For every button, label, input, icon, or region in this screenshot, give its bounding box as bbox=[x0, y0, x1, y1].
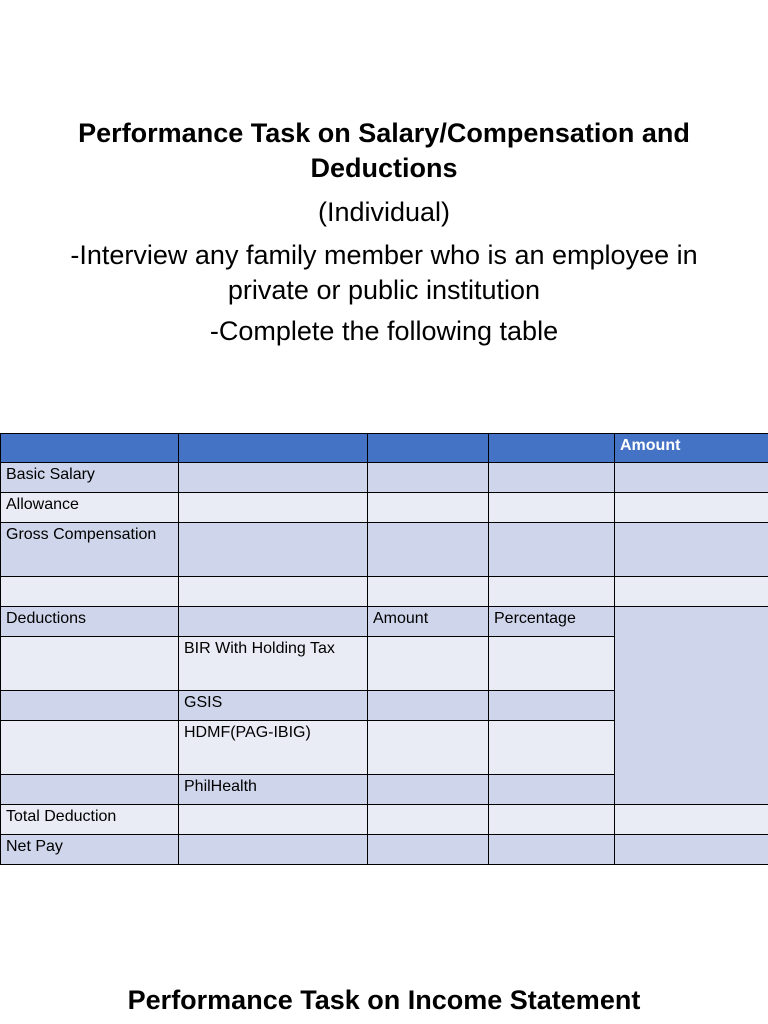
table-cell bbox=[368, 721, 489, 775]
table-cell bbox=[368, 835, 489, 865]
table-cell bbox=[368, 577, 489, 607]
table-cell bbox=[489, 835, 615, 865]
table-cell bbox=[1, 691, 179, 721]
task-mode: (Individual) bbox=[317, 197, 451, 227]
table-cell bbox=[615, 493, 768, 523]
table-cell bbox=[489, 637, 615, 691]
table-row bbox=[1, 523, 768, 577]
table-header-row bbox=[1, 434, 768, 463]
header-cell bbox=[368, 434, 489, 463]
table-cell bbox=[179, 835, 368, 865]
table-cell bbox=[489, 775, 615, 805]
deductions-percentage-header: Percentage bbox=[489, 607, 615, 637]
row-label-net-pay: Net Pay bbox=[1, 835, 179, 865]
instruction-complete-table: -Complete the following table bbox=[209, 316, 559, 346]
table-cell bbox=[489, 493, 615, 523]
table-cell bbox=[489, 805, 615, 835]
table-cell bbox=[368, 691, 489, 721]
table-row bbox=[1, 463, 768, 493]
table-cell bbox=[179, 577, 368, 607]
page-title: Performance Task on Salary/Compensation and Deductions bbox=[78, 118, 690, 183]
table-cell bbox=[1, 637, 179, 691]
table-row bbox=[1, 577, 768, 607]
table-cell bbox=[368, 493, 489, 523]
table-cell bbox=[489, 721, 615, 775]
header-cell bbox=[489, 434, 615, 463]
row-label-total-deduction: Total Deduction bbox=[1, 805, 179, 835]
row-label-deductions: Deductions bbox=[1, 607, 179, 637]
table-row bbox=[1, 835, 768, 865]
row-label-hdmf: HDMF(PAG-IBIG) bbox=[179, 721, 368, 775]
header-cell bbox=[179, 434, 368, 463]
table-cell bbox=[615, 835, 768, 865]
table-cell bbox=[615, 523, 768, 577]
row-label-basic-salary: Basic Salary bbox=[1, 463, 179, 493]
table-cell bbox=[489, 463, 615, 493]
table-cell bbox=[368, 775, 489, 805]
header-cell bbox=[1, 434, 179, 463]
table-cell bbox=[179, 523, 368, 577]
table-cell bbox=[615, 577, 768, 607]
table-row bbox=[1, 607, 768, 637]
table-cell bbox=[179, 607, 368, 637]
table-cell bbox=[615, 805, 768, 835]
table-cell bbox=[489, 691, 615, 721]
table-row bbox=[1, 493, 768, 523]
deductions-amount-header: Amount bbox=[368, 607, 489, 637]
header-cell-amount: Amount bbox=[615, 434, 768, 463]
table-cell bbox=[179, 805, 368, 835]
table-cell bbox=[1, 721, 179, 775]
instruction-interview: -Interview any family member who is an employee in private or public institution bbox=[70, 240, 698, 305]
table-cell bbox=[1, 775, 179, 805]
table-cell bbox=[179, 463, 368, 493]
merged-cell bbox=[615, 607, 768, 805]
row-label-gsis: GSIS bbox=[179, 691, 368, 721]
table-cell bbox=[179, 493, 368, 523]
table-cell bbox=[368, 637, 489, 691]
row-label-allowance: Allowance bbox=[1, 493, 179, 523]
table-cell bbox=[615, 463, 768, 493]
table-cell bbox=[489, 523, 615, 577]
row-label-bir: BIR With Holding Tax bbox=[179, 637, 368, 691]
table-cell bbox=[368, 523, 489, 577]
table-cell bbox=[1, 577, 179, 607]
table-row bbox=[1, 805, 768, 835]
table-cell bbox=[368, 805, 489, 835]
table-cell bbox=[489, 577, 615, 607]
salary-deductions-table bbox=[0, 433, 768, 865]
next-slide-title: Performance Task on Income Statement bbox=[127, 985, 641, 1015]
row-label-philhealth: PhilHealth bbox=[179, 775, 368, 805]
table-cell bbox=[368, 463, 489, 493]
row-label-gross-compensation: Gross Compensation bbox=[1, 523, 179, 577]
